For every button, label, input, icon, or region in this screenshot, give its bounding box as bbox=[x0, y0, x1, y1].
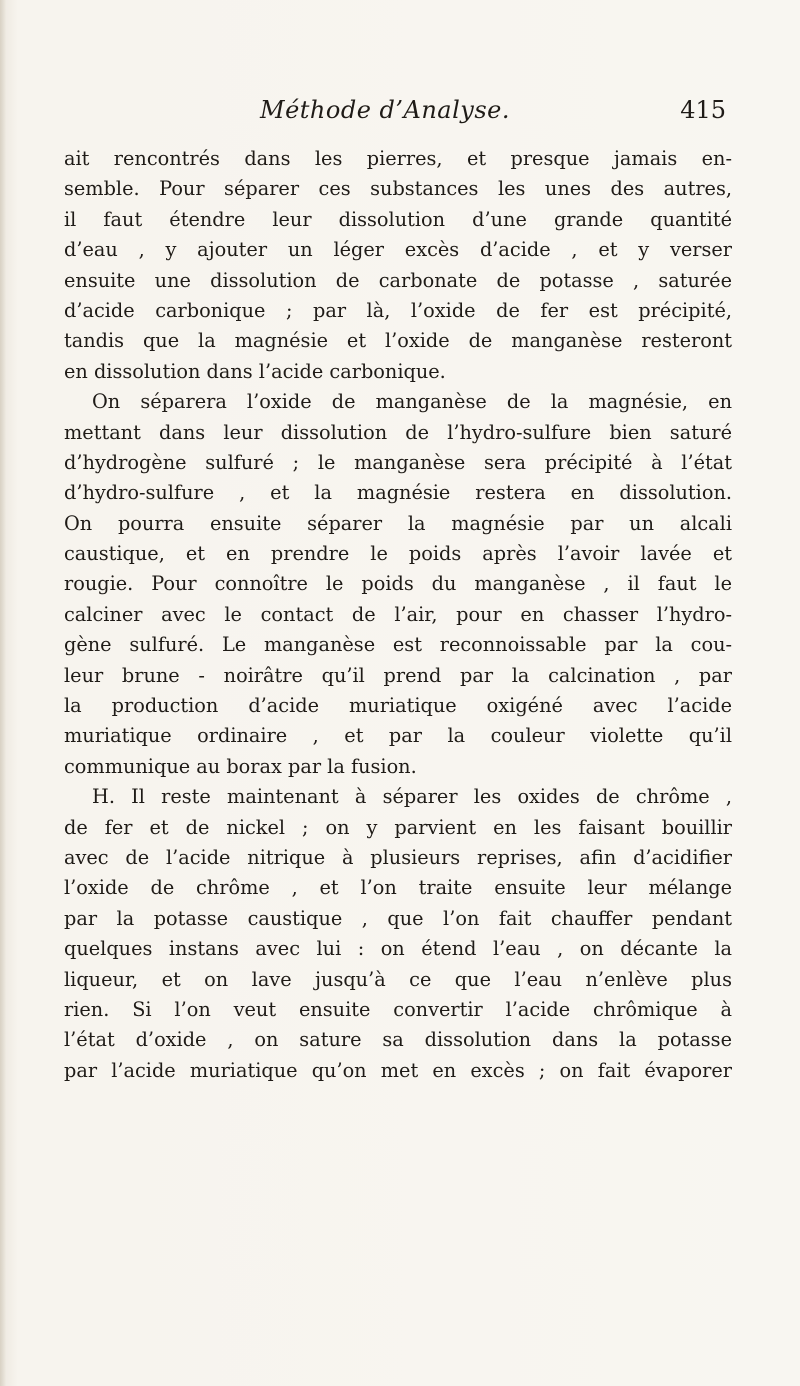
text-line: l’oxide de chrôme , et l’on traite ensuite leur mélange bbox=[64, 876, 732, 900]
text-line: par la potasse caustique , que l’on fait chauffer pendant bbox=[64, 906, 732, 930]
text-line: On séparera l’oxide de manganèse de la magnésie, en bbox=[92, 390, 732, 414]
text-line: tandis que la magnésie et l’oxide de manganèse resteront bbox=[64, 329, 732, 353]
text-line: l’état d’oxide , on sature sa dissolution dans la potasse bbox=[64, 1028, 732, 1052]
text-line: rien. Si l’on veut ensuite convertir l’acide chrômique à bbox=[64, 997, 732, 1021]
text-line: mettant dans leur dissolution de l’hydro-sulfure bien saturé bbox=[64, 420, 732, 444]
running-title: Méthode d’Analyse. bbox=[260, 96, 510, 124]
body-text bbox=[64, 144, 732, 1086]
text-line: communique au borax par la fusion. bbox=[64, 754, 417, 778]
page-gutter-shadow bbox=[0, 0, 6, 1386]
text-line: d’eau , y ajouter un léger excès d’acide , et y verser bbox=[64, 238, 732, 262]
text-line: semble. Pour séparer ces substances les unes des autres, bbox=[64, 177, 732, 201]
text-line: en dissolution dans l’acide carbonique. bbox=[64, 359, 446, 383]
text-line: de fer et de nickel ; on y parvient en les faisant bouillir bbox=[64, 815, 732, 839]
text-line: ait rencontrés dans les pierres, et presque jamais en- bbox=[64, 147, 732, 170]
text-line: quelques instans avec lui : on étend l’eau , on décante la bbox=[64, 937, 732, 961]
text-line: caustique, et en prendre le poids après l’avoir lavée et bbox=[64, 542, 732, 566]
text-line: avec de l’acide nitrique à plusieurs reprises, afin d’acidifier bbox=[64, 845, 732, 869]
text-line: muriatique ordinaire , et par la couleur violette qu’il bbox=[64, 724, 732, 748]
text-line: H. Il reste maintenant à séparer les oxides de chrôme , bbox=[92, 785, 732, 809]
text-line: leur brune - noirâtre qu’il prend par la calcination , par bbox=[64, 663, 732, 687]
text-line: On pourra ensuite séparer la magnésie par un alcali bbox=[64, 511, 732, 535]
text-line: ensuite une dissolution de carbonate de potasse , saturée bbox=[64, 268, 732, 292]
page-number: 415 bbox=[680, 96, 726, 124]
text-line: d’hydro-sulfure , et la magnésie restera en dissolution. bbox=[64, 481, 732, 505]
text-line: il faut étendre leur dissolution d’une grande quantité bbox=[64, 207, 732, 231]
text-line: la production d’acide muriatique oxigéné avec l’acide bbox=[64, 694, 732, 718]
page-header bbox=[256, 96, 726, 124]
text-line: calciner avec le contact de l’air, pour en chasser l’hydro- bbox=[64, 602, 732, 626]
text-line: gène sulfuré. Le manganèse est reconnoissable par la cou- bbox=[64, 633, 732, 657]
text-line: d’acide carbonique ; par là, l’oxide de fer est précipité, bbox=[64, 298, 732, 322]
text-line: rougie. Pour connoître le poids du manganèse , il faut le bbox=[64, 572, 732, 596]
text-line: liqueur, et on lave jusqu’à ce que l’eau n’enlève plus bbox=[64, 967, 732, 991]
text-line: d’hydrogène sulfuré ; le manganèse sera précipité à l’état bbox=[64, 450, 732, 474]
text-line: par l’acide muriatique qu’on met en excès ; on fait évaporer bbox=[64, 1058, 732, 1082]
